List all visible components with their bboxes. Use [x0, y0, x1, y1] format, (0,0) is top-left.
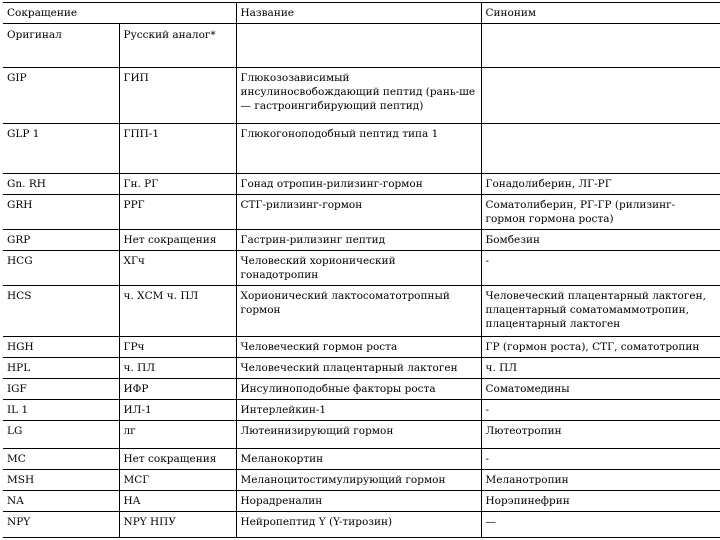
cell-name: Человеческий плацентарный лактоген: [236, 358, 481, 379]
cell-synonym: Бомбезин: [481, 230, 720, 251]
cell-name: Хорионический лактосоматотропный гормон: [236, 286, 481, 337]
header-synonym: Синоним: [481, 3, 720, 24]
cell-russian: NPY НПУ: [119, 512, 236, 538]
cell-name: Инсулиноподобные факторы роста: [236, 379, 481, 400]
cell-russian: Нет сокращения: [119, 230, 236, 251]
header-name-cont: [236, 24, 481, 68]
cell-name: Нейропептид Y (Y-тирозин): [236, 512, 481, 538]
cell-synonym: -: [481, 400, 720, 421]
cell-synonym: —: [481, 512, 720, 538]
cell-russian: ХГч: [119, 251, 236, 286]
header-russian-analog: Русский аналог*: [119, 24, 236, 68]
cell-synonym: Лютеотропин: [481, 421, 720, 449]
cell-original: IGF: [3, 379, 119, 400]
cell-name: Человеческий гормон роста: [236, 337, 481, 358]
cell-synonym: Норэпинефрин: [481, 491, 720, 512]
header-row-top: [3, 3, 720, 24]
cell-original: MC: [3, 449, 119, 470]
cell-russian: ч. ПЛ: [119, 358, 236, 379]
cell-russian: Нет сокращения: [119, 449, 236, 470]
cell-synonym: Человеческий плацентарный лактоген, плацентарный соматомаммотропин, плацентарный лактоген: [481, 286, 720, 337]
table-row: [3, 195, 720, 230]
cell-russian: РРГ: [119, 195, 236, 230]
cell-original: GIP: [3, 68, 119, 124]
cell-original: HGH: [3, 337, 119, 358]
table-row: [3, 400, 720, 421]
cell-original: MSH: [3, 470, 119, 491]
cell-original: HCS: [3, 286, 119, 337]
cell-name: Гонад отропин-рилизинг-гормон: [236, 174, 481, 195]
cell-original: GRH: [3, 195, 119, 230]
cell-russian: ч. ХСМ ч. ПЛ: [119, 286, 236, 337]
cell-synonym: [481, 124, 720, 174]
cell-name: Глюкозозависимый инсулиносвобождающий пептид (рань-ше — гастроингибирующий пептид): [236, 68, 481, 124]
header-synonym-cont: [481, 24, 720, 68]
header-original: Оригинал: [3, 24, 119, 68]
cell-russian: ИФР: [119, 379, 236, 400]
table-row: [3, 251, 720, 286]
cell-russian: МСГ: [119, 470, 236, 491]
table-row: [3, 449, 720, 470]
cell-russian: ИЛ-1: [119, 400, 236, 421]
table-row: [3, 379, 720, 400]
cell-original: Gn. RH: [3, 174, 119, 195]
cell-synonym: Гонадолиберин, ЛГ-РГ: [481, 174, 720, 195]
cell-russian: ГРч: [119, 337, 236, 358]
cell-name: Норадреналин: [236, 491, 481, 512]
cell-original: LG: [3, 421, 119, 449]
cell-synonym: Меланотропин: [481, 470, 720, 491]
abbreviation-table: [3, 2, 720, 538]
cell-synonym: ГР (гормон роста), СТГ, соматотропин: [481, 337, 720, 358]
cell-name: СТГ-рилизинг-гормон: [236, 195, 481, 230]
cell-russian: ГПП-1: [119, 124, 236, 174]
table-row: [3, 230, 720, 251]
cell-name: Интерлейкин-1: [236, 400, 481, 421]
table-row: [3, 337, 720, 358]
cell-original: IL 1: [3, 400, 119, 421]
cell-original: NA: [3, 491, 119, 512]
cell-synonym: -: [481, 251, 720, 286]
cell-synonym: Соматомедины: [481, 379, 720, 400]
cell-synonym: -: [481, 449, 720, 470]
cell-original: GLP 1: [3, 124, 119, 174]
header-row-sub: [3, 24, 720, 68]
cell-synonym: ч. ПЛ: [481, 358, 720, 379]
cell-original: GRP: [3, 230, 119, 251]
cell-russian: лг: [119, 421, 236, 449]
table-row: [3, 470, 720, 491]
cell-russian: ГИП: [119, 68, 236, 124]
cell-russian: НА: [119, 491, 236, 512]
cell-russian: Гн. РГ: [119, 174, 236, 195]
cell-name: Гастрин-рилизинг пептид: [236, 230, 481, 251]
cell-original: HCG: [3, 251, 119, 286]
table-row: [3, 491, 720, 512]
table-row: [3, 358, 720, 379]
cell-original: NPY: [3, 512, 119, 538]
table-row: [3, 124, 720, 174]
header-name: Название: [236, 3, 481, 24]
cell-synonym: Соматолиберин, РГ-ГР (рилизинг-гормон гормона роста): [481, 195, 720, 230]
table-row: [3, 174, 720, 195]
table-row: [3, 68, 720, 124]
cell-name: Меланоцитостимулирующий гормон: [236, 470, 481, 491]
table-row: [3, 286, 720, 337]
table-row: [3, 512, 720, 538]
cell-synonym: [481, 68, 720, 124]
cell-name: Лютеинизирующий гормон: [236, 421, 481, 449]
table-row: [3, 421, 720, 449]
cell-original: HPL: [3, 358, 119, 379]
cell-name: Меланокортин: [236, 449, 481, 470]
cell-name: Глюкогоноподобный пептид типа 1: [236, 124, 481, 174]
cell-name: Человеский хорионический гонадотропин: [236, 251, 481, 286]
header-abbreviation: Сокращение: [3, 3, 236, 24]
